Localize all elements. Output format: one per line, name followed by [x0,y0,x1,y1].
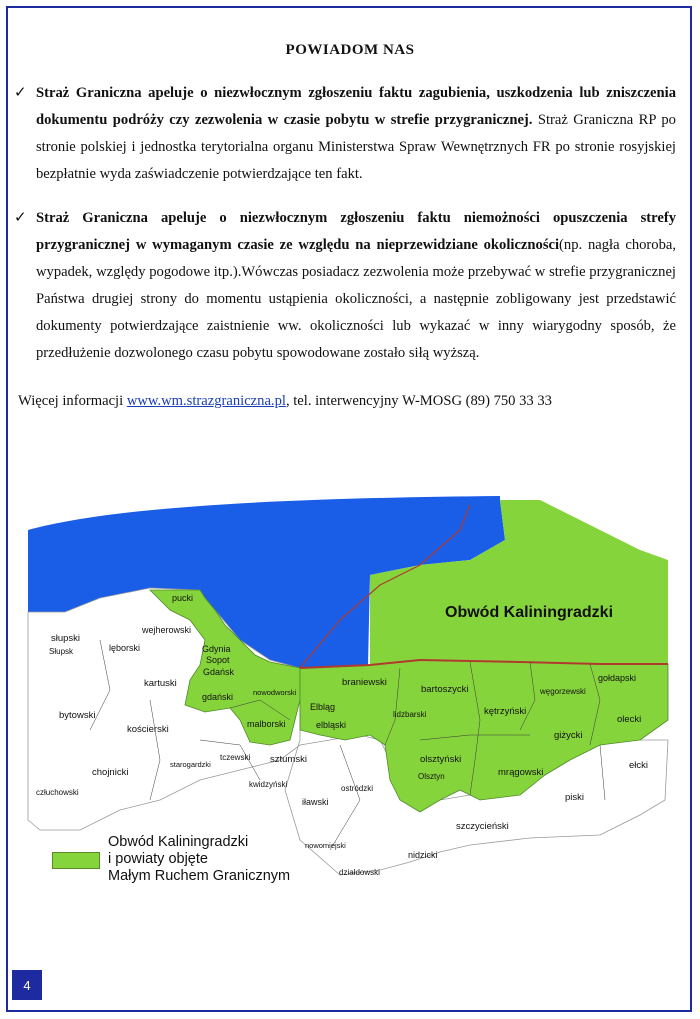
powiat-lidzbarski: lidzbarski [393,710,427,719]
oblast-label: Obwód Kaliningradzki [445,604,614,621]
powiat-ilawski: iławski [302,797,329,807]
legend [108,834,290,885]
powiat-tczewski: tczewski [220,753,251,762]
powiat-leborski: lęborski [109,643,141,653]
more-info [18,388,552,415]
info-suffix: , tel. interwencyjny W-MOSG (89) 750 33 33 [285,393,552,409]
page-title: POWIADOM NAS [285,42,415,58]
powiat-wegorzewski: węgorzewski [540,687,586,696]
powiat-malborski: malborski [247,719,286,729]
powiat-czluchowski: człuchowski [36,788,79,797]
powiat-sztumski: sztumski [270,754,307,765]
powiat-nowomiejski: nowomiejski [305,841,346,850]
powiat-braniewski: braniewski [342,677,387,688]
notice-2-bold: Straż Graniczna apeluje o niezwłocznym zgłoszeniu faktu niemożności opuszczenia strefy przygranicznej w wymaganym czasie ze względu na nieprzewidziane okoliczności [36,210,676,253]
powiat-kwidzynski: kwidzyński [249,780,288,789]
powiat-olsztynski: olsztyński [420,754,462,765]
city-sopot: Sopot [206,655,230,665]
notice-2-text: (np. nagła choroba, wypadek, względy pogodowe itp.).Wówczas posiadacz zezwolenia może przebywać w strefie przygranicznej Państwa drugiej strony do momentu ustąpienia okoliczności, a następnie zobligowany jest przedstawić dokumenty potwierdzające zaistnienie ww. okoliczności lub wykazać w inny wiarygodny sposób, że przedłużenie dozwolonego czasu pobytu spowodowane zostało siłą wyższą. [36,237,676,361]
notice-1-bold: Straż Graniczna apeluje o niezwłocznym zgłoszeniu faktu zagubienia, uszkodzenia lub zniszczenia dokumentu podróży czy zezwolenia w czasie pobytu w strefie przygranicznej. [36,85,676,128]
notice-item-1 [14,80,676,188]
city-gdynia: Gdynia [202,644,231,654]
legend-line-2: i powiaty objęte [108,851,208,867]
powiat-kartuski: kartuski [144,678,177,689]
powiat-starogardzki: starogardzki [170,760,211,769]
city-gdansk: Gdańsk [203,667,235,677]
city-olsztyn: Olsztyn [418,772,445,781]
powiat-goldapski: gołdapski [598,673,637,683]
checkmark-icon: ✓ [14,210,27,226]
city-elblag: Elbląg [310,702,336,712]
checkmark-icon: ✓ [14,85,27,101]
notice-1-text: Straż Graniczna RP po stronie polskiej i jednostka terytorialna organu Ministerstwa Spraw Wewnętrznych FR po stronie rosyjskiej bezpłatnie wyda zaświadczenie potwierdzające ten fakt. [36,112,676,182]
powiat-mragowski: mrągowski [498,767,544,778]
powiat-koscierski: kościerski [127,724,169,735]
powiat-ketrzynski: kętrzyński [484,706,527,717]
powiat-nowodworski: nowodworski [253,688,297,697]
legend-line-1: Obwód Kaliningradzki [108,834,249,850]
powiat-elcki: ełcki [629,760,649,771]
notice-item-2 [14,205,676,367]
powiat-pucki: pucki [172,593,194,603]
powiat-chojnicki: chojnicki [92,767,129,778]
powiat-olecki: olecki [617,714,642,725]
powiat-wejherowski: wejherowski [142,625,192,635]
powiat-bartoszycki: bartoszycki [421,684,469,695]
powiat-dzialdowski: działdowski [339,868,380,877]
powiat-piski: piski [565,792,585,803]
legend-line-3: Małym Ruchem Granicznym [108,868,291,884]
page-number: 4 [12,970,42,1000]
city-slupsk: Słupsk [49,647,74,656]
powiat-szczycienski: szczycieński [456,821,509,832]
powiat-gdanski: gdański [202,692,234,702]
legend-swatch [52,852,100,869]
powiat-nidzicki: nidzicki [408,850,438,860]
powiat-bytowski: bytowski [59,710,96,721]
powiat-gizycki: giżycki [554,730,583,741]
powiat-elblaski: elbląski [316,720,347,730]
powiat-slupski: słupski [51,633,81,644]
website-link[interactable]: www.wm.strazgraniczna.pl [126,393,286,409]
info-prefix: Więcej informacji [18,393,127,409]
powiat-ostrodzki: ostródzki [341,784,374,793]
